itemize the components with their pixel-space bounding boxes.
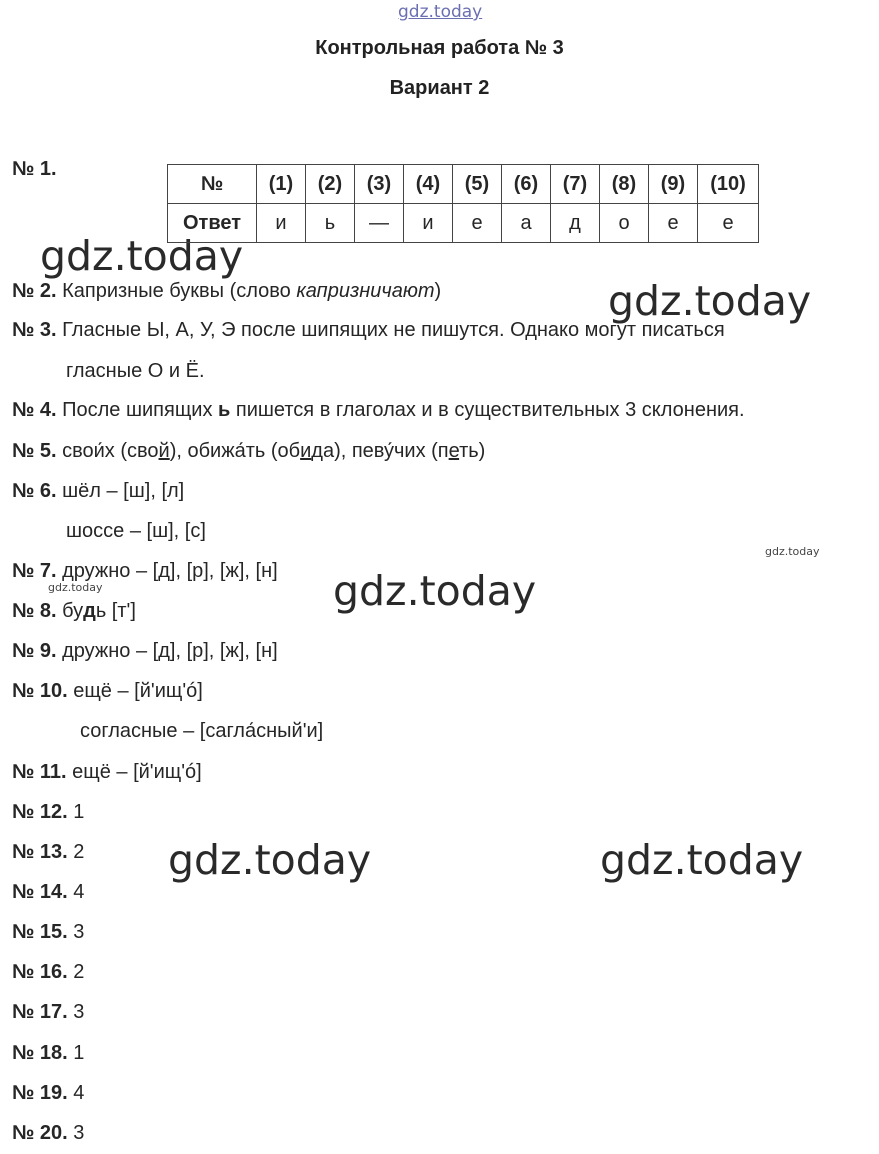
task-14 [12, 880, 84, 904]
table-cell: (5) [453, 165, 502, 204]
table-cell: (8) [600, 165, 649, 204]
task-answer: 4 [73, 1082, 85, 1104]
table-cell: (10) [698, 165, 759, 204]
task-answer: 3 [73, 1001, 85, 1023]
task-text: дружно – [д], [р], [ж], [н] [62, 560, 278, 582]
task-number: № 14. [12, 881, 68, 903]
task-text: Гласные Ы, А, У, Э после шипящих не пишутся. Однако могут писаться [62, 319, 725, 341]
task-5 [12, 439, 485, 463]
table-cell: а [502, 204, 551, 243]
task-answer: 2 [73, 841, 85, 863]
task-19 [12, 1081, 84, 1105]
task-text-italic: капризничают [296, 280, 435, 302]
task-text: шёл – [ш], [л] [62, 480, 185, 502]
task-number: № 4. [12, 399, 57, 421]
task-answer: 1 [73, 1042, 85, 1064]
table-cell: д [551, 204, 600, 243]
task-text: ), обижа́ть (об [169, 440, 301, 462]
table-cell: — [355, 204, 404, 243]
table-cell: е [698, 204, 759, 243]
table-cell: (7) [551, 165, 600, 204]
task-3-continuation: гласные О и Ё. [66, 360, 205, 382]
task-1 [12, 157, 57, 181]
task-number: № 8. [12, 600, 57, 622]
task-answer: 3 [73, 1122, 85, 1144]
task-text: бу [62, 600, 84, 622]
table-cell: о [600, 204, 649, 243]
task-number: № 10. [12, 680, 68, 702]
task-12 [12, 800, 84, 824]
task-text: ) [434, 280, 442, 302]
task-text: ть) [459, 440, 486, 462]
task-number: № 17. [12, 1001, 68, 1023]
watermark-small: gdz.today [765, 545, 820, 558]
task-13 [12, 840, 84, 864]
task-text: Капризные буквы (слово [62, 280, 297, 302]
task-4 [12, 398, 745, 422]
table-cell: е [649, 204, 698, 243]
task-text: да), певу́чих (п [311, 440, 449, 462]
task-number: № 3. [12, 319, 57, 341]
task-number: № 16. [12, 961, 68, 983]
table-cell: ь [306, 204, 355, 243]
task-answer: 2 [73, 961, 85, 983]
table-cell: и [404, 204, 453, 243]
task-15 [12, 920, 84, 944]
task-number: № 6. [12, 480, 57, 502]
task-number: № 1. [12, 158, 57, 180]
task-6-continuation: шоссе – [ш], [с] [66, 520, 206, 542]
underlined-letter: й [158, 440, 170, 462]
task-text: пишется в глаголах и в существительных 3 склонения. [230, 399, 745, 421]
task-text: После шипящих [62, 399, 219, 421]
task-number: № 11. [12, 761, 67, 783]
task-7 [12, 559, 278, 583]
task-number: № 12. [12, 801, 68, 823]
task-9 [12, 639, 278, 663]
task-10-continuation: согласные – [сагла́сный'и] [80, 720, 324, 742]
task-answer: 1 [73, 801, 85, 823]
task-text: ь [т'] [95, 600, 136, 622]
task-answer: 4 [73, 881, 85, 903]
table-cell: (2) [306, 165, 355, 204]
task-text-bold: ь [218, 399, 231, 421]
task-text: свои́х (сво [62, 440, 159, 462]
task-11 [12, 760, 202, 784]
table-cell: № [168, 165, 257, 204]
answer-table [167, 164, 759, 243]
watermark-top: gdz.today [398, 2, 483, 22]
watermark: gdz.today [168, 836, 372, 884]
page-title: Контрольная работа № 3 [315, 37, 564, 59]
table-cell: (3) [355, 165, 404, 204]
task-18 [12, 1041, 84, 1065]
task-text-bold: д [83, 600, 96, 622]
task-2 [12, 279, 441, 303]
watermark: gdz.today [608, 277, 812, 325]
task-number: № 19. [12, 1082, 68, 1104]
task-text: дружно – [д], [р], [ж], [н] [62, 640, 278, 662]
task-number: № 9. [12, 640, 57, 662]
table-cell: е [453, 204, 502, 243]
task-number: № 2. [12, 280, 57, 302]
watermark: gdz.today [40, 232, 244, 280]
task-number: № 15. [12, 921, 68, 943]
task-3 [12, 318, 725, 342]
watermark: gdz.today [600, 836, 804, 884]
task-number: № 20. [12, 1122, 68, 1144]
table-cell: Ответ [168, 204, 257, 243]
task-number: № 18. [12, 1042, 68, 1064]
table-cell: (9) [649, 165, 698, 204]
table-answer-row [168, 204, 759, 243]
variant-title: Вариант 2 [389, 77, 490, 99]
table-cell: (6) [502, 165, 551, 204]
task-8 [12, 599, 136, 623]
task-number: № 7. [12, 560, 57, 582]
task-number: № 13. [12, 841, 68, 863]
task-answer: 3 [73, 921, 85, 943]
task-text: ещё – [й'ищ'ó] [73, 680, 203, 702]
task-6 [12, 479, 184, 503]
task-10 [12, 679, 203, 703]
task-20 [12, 1121, 84, 1145]
underlined-letter: е [448, 440, 460, 462]
table-cell: (4) [404, 165, 453, 204]
table-cell: (1) [257, 165, 306, 204]
watermark-small: gdz.today [48, 581, 103, 594]
table-header-row [168, 165, 759, 204]
task-text: ещё – [й'ищ'ó] [72, 761, 202, 783]
task-17 [12, 1000, 84, 1024]
table-cell: и [257, 204, 306, 243]
task-16 [12, 960, 84, 984]
watermark: gdz.today [333, 567, 537, 615]
underlined-letter: и [300, 440, 312, 462]
task-number: № 5. [12, 440, 57, 462]
